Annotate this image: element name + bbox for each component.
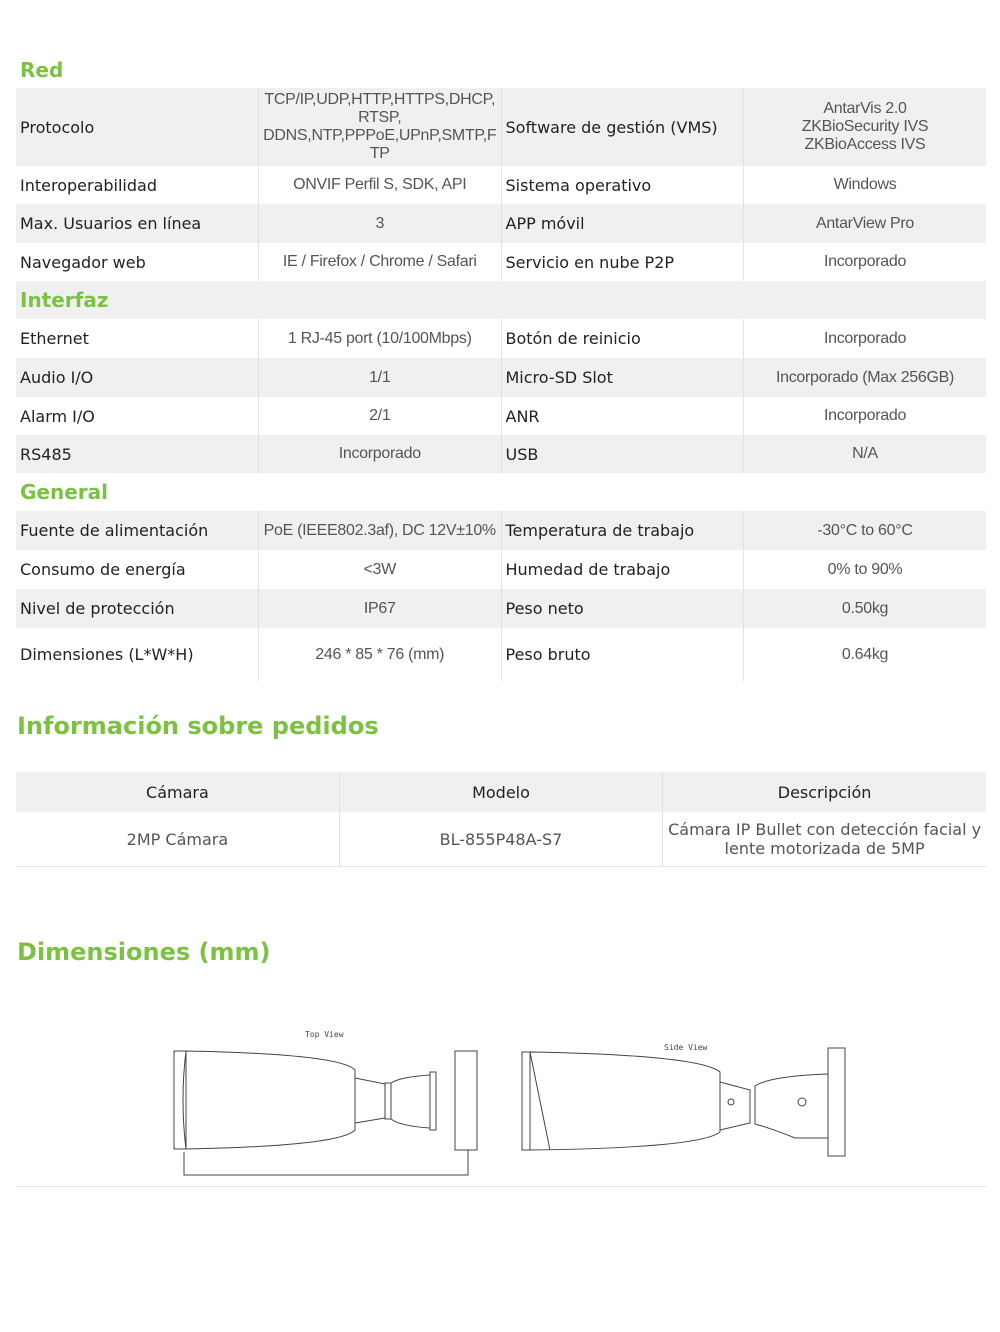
spec-value: Incorporado (Max 256GB) xyxy=(744,358,987,397)
spec-label: Peso neto xyxy=(501,589,744,628)
top-view-label: Top View xyxy=(305,1030,344,1039)
spec-value: 246 * 85 * 76 (mm) xyxy=(259,628,502,681)
spec-value: Incorporado xyxy=(744,243,987,281)
spec-value: -30°C to 60°C xyxy=(744,511,987,550)
ordering-row xyxy=(16,812,986,866)
spec-value: AntarVis 2.0 ZKBioSecurity IVS ZKBioAccess IVS xyxy=(744,88,987,166)
ordering-header-row xyxy=(16,772,986,812)
header-description: Descripción xyxy=(663,772,986,812)
spec-label: Ethernet xyxy=(16,319,259,358)
spec-label: USB xyxy=(501,435,744,473)
spec-value: N/A xyxy=(744,435,987,473)
spec-label: Peso bruto xyxy=(501,628,744,681)
dimensions-title: Dimensiones (mm) xyxy=(17,938,271,966)
spec-row xyxy=(16,243,986,281)
ordering-camera: 2MP Cámara xyxy=(16,812,339,866)
spec-value: Incorporado xyxy=(744,397,987,435)
spec-label: Protocolo xyxy=(16,88,259,166)
spec-value: 1/1 xyxy=(259,358,502,397)
section-header xyxy=(16,52,986,88)
header-model: Modelo xyxy=(339,772,662,812)
spec-label: Audio I/O xyxy=(16,358,259,397)
spec-value: Incorporado xyxy=(744,319,987,358)
spec-label: Fuente de alimentación xyxy=(16,511,259,550)
spec-label: Consumo de energía xyxy=(16,550,259,589)
spec-label: Micro-SD Slot xyxy=(501,358,744,397)
spec-label: Navegador web xyxy=(16,243,259,281)
section-title: General xyxy=(16,473,986,511)
dimension-drawings xyxy=(0,1020,1000,1190)
spec-table xyxy=(16,52,986,681)
divider xyxy=(16,866,986,867)
spec-value: 0% to 90% xyxy=(744,550,987,589)
ordering-table xyxy=(16,772,986,866)
spec-row xyxy=(16,358,986,397)
spec-label: Software de gestión (VMS) xyxy=(501,88,744,166)
spec-value: AntarView Pro xyxy=(744,204,987,243)
spec-row xyxy=(16,88,986,166)
side-view-drawing xyxy=(522,1043,845,1156)
ordering-title: Información sobre pedidos xyxy=(17,712,379,740)
spec-value: IE / Firefox / Chrome / Safari xyxy=(259,243,502,281)
spec-label: Botón de reinicio xyxy=(501,319,744,358)
spec-label: Max. Usuarios en línea xyxy=(16,204,259,243)
spec-value: TCP/IP,UDP,HTTP,HTTPS,DHCP,RTSP, DDNS,NTP,PPPoE,UPnP,SMTP,FTP xyxy=(259,88,502,166)
spec-value: <3W xyxy=(259,550,502,589)
ordering-description: Cámara IP Bullet con detección facial y lente motorizada de 5MP xyxy=(663,812,986,866)
spec-label: ANR xyxy=(501,397,744,435)
spec-label: Dimensiones (L*W*H) xyxy=(16,628,259,681)
spec-label: Interoperabilidad xyxy=(16,166,259,204)
spec-row xyxy=(16,319,986,358)
spec-label: RS485 xyxy=(16,435,259,473)
section-title: Interfaz xyxy=(16,281,986,319)
spec-row xyxy=(16,589,986,628)
spec-value: 0.64kg xyxy=(744,628,987,681)
spec-label: Humedad de trabajo xyxy=(501,550,744,589)
spec-value: PoE (IEEE802.3af), DC 12V±10% xyxy=(259,511,502,550)
section-header xyxy=(16,473,986,511)
top-view-drawing xyxy=(174,1030,477,1175)
spec-label: Alarm I/O xyxy=(16,397,259,435)
header-camera: Cámara xyxy=(16,772,339,812)
spec-label: Servicio en nube P2P xyxy=(501,243,744,281)
ordering-model: BL-855P48A-S7 xyxy=(339,812,662,866)
spec-value: ONVIF Perfil S, SDK, API xyxy=(259,166,502,204)
divider xyxy=(16,1186,986,1187)
spec-row xyxy=(16,628,986,681)
spec-value: 0.50kg xyxy=(744,589,987,628)
spec-value: 3 xyxy=(259,204,502,243)
spec-row xyxy=(16,435,986,473)
side-view-label: Side View xyxy=(664,1043,708,1052)
section-header xyxy=(16,281,986,319)
spec-value: Windows xyxy=(744,166,987,204)
spec-row xyxy=(16,550,986,589)
section-title: Red xyxy=(16,52,986,88)
spec-value: 1 RJ-45 port (10/100Mbps) xyxy=(259,319,502,358)
spec-value: 2/1 xyxy=(259,397,502,435)
spec-row xyxy=(16,204,986,243)
spec-label: Temperatura de trabajo xyxy=(501,511,744,550)
spec-row xyxy=(16,166,986,204)
spec-value: Incorporado xyxy=(259,435,502,473)
spec-row xyxy=(16,511,986,550)
spec-row xyxy=(16,397,986,435)
spec-label: Nivel de protección xyxy=(16,589,259,628)
spec-value: IP67 xyxy=(259,589,502,628)
spec-label: Sistema operativo xyxy=(501,166,744,204)
spec-label: APP móvil xyxy=(501,204,744,243)
